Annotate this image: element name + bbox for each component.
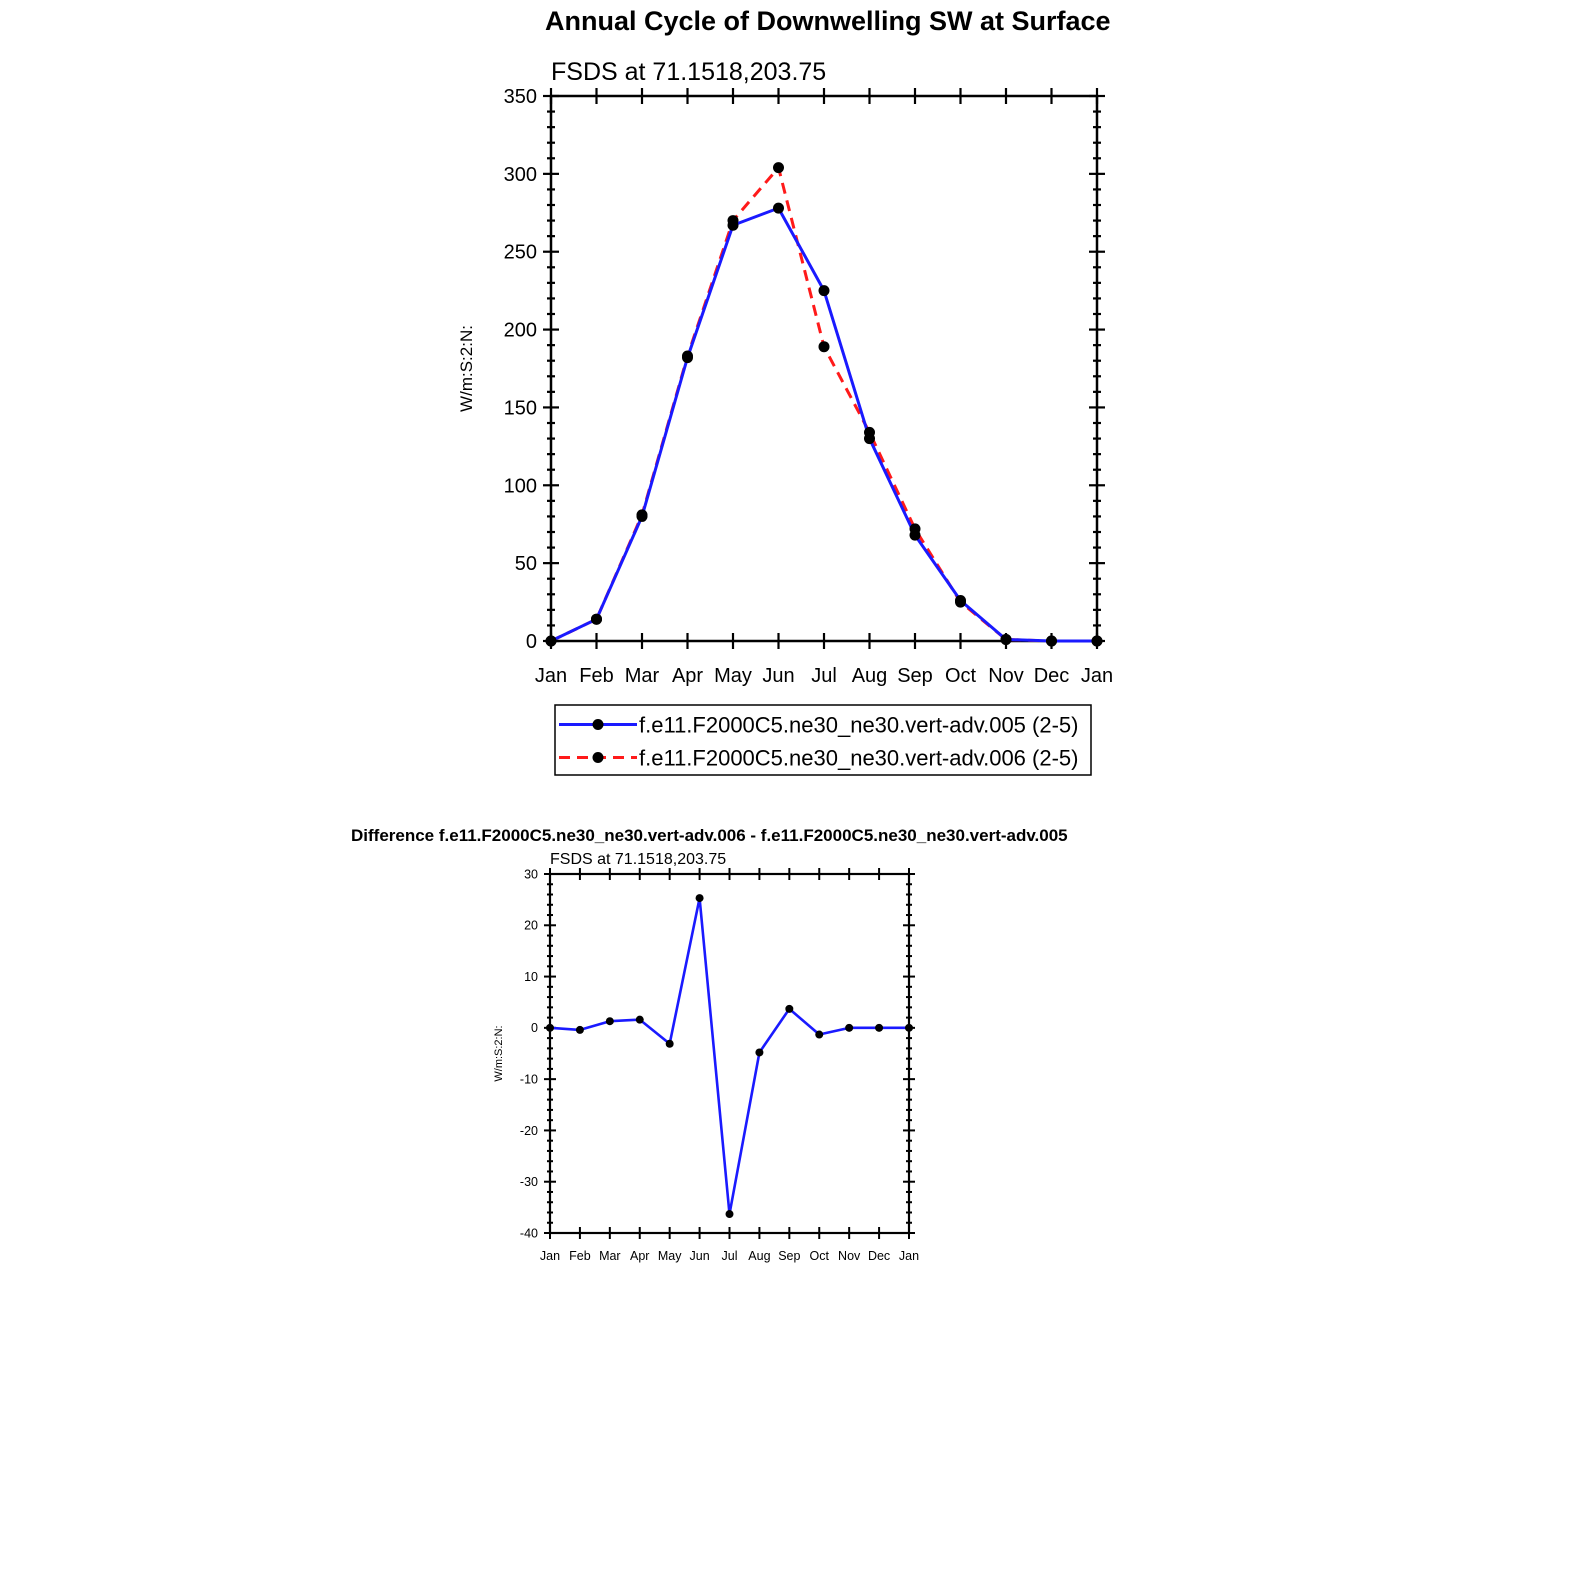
series-line-0 — [550, 898, 909, 1214]
y-tick-label: -40 — [519, 1226, 538, 1241]
legend-label-1: f.e11.F2000C5.ne30_ne30.vert-adv.006 (2-5) — [639, 745, 1079, 771]
x-tick-label: May — [657, 1249, 682, 1263]
y-tick-label: -30 — [519, 1175, 538, 1190]
data-point-s1-9 — [955, 597, 966, 608]
data-point-s0-2 — [606, 1017, 614, 1025]
y-tick-label: 50 — [514, 553, 537, 576]
y-tick-label: 0 — [525, 631, 537, 653]
y-tick-label: 250 — [503, 241, 537, 264]
y-tick-label: 200 — [503, 319, 537, 342]
x-tick-label: Aug — [748, 1249, 771, 1263]
x-tick-label: Aug — [851, 665, 888, 687]
data-point-s0-0 — [546, 1024, 554, 1032]
data-point-s1-3 — [682, 351, 693, 362]
x-tick-label: May — [714, 665, 752, 687]
x-tick-label: Nov — [838, 1249, 861, 1263]
plot-frame — [551, 96, 1097, 641]
series-line-0 — [551, 208, 1097, 641]
y-tick-label: 100 — [503, 475, 537, 498]
y-tick-label: -10 — [519, 1072, 538, 1087]
x-tick-label: Oct — [944, 665, 977, 687]
x-tick-label: Jan — [539, 1249, 561, 1263]
x-tick-label: Jun — [762, 665, 795, 687]
data-point-s1-2 — [637, 509, 648, 520]
plot-frame — [550, 874, 909, 1233]
data-point-s0-4 — [666, 1040, 674, 1048]
legend-marker-1 — [593, 752, 604, 763]
x-tick-label: Jan — [898, 1249, 920, 1263]
x-tick-label: Apr — [630, 1249, 650, 1263]
x-tick-label: Dec — [867, 1249, 891, 1263]
x-tick-label: Jun — [689, 1249, 710, 1263]
data-point-s1-1 — [591, 614, 602, 625]
data-point-s0-1 — [576, 1026, 584, 1034]
x-tick-label: Sep — [897, 665, 933, 687]
data-point-s1-6 — [819, 341, 830, 352]
data-point-s0-6 — [726, 1210, 734, 1218]
data-point-s1-0 — [546, 636, 557, 647]
x-tick-label: Jul — [721, 1249, 738, 1263]
y-tick-label: 0 — [531, 1021, 538, 1036]
legend-marker-0 — [593, 719, 604, 730]
x-tick-label: Jan — [534, 665, 568, 687]
y-tick-label: 150 — [503, 397, 537, 420]
data-point-s0-8 — [785, 1005, 793, 1013]
y-axis-label: W/m:S:2:N: — [457, 325, 476, 412]
chart-subtitle: FSDS at 71.1518,203.75 — [551, 58, 827, 86]
data-point-s0-5 — [773, 203, 784, 214]
series-line-1 — [551, 168, 1097, 641]
data-point-s0-11 — [875, 1024, 883, 1032]
data-point-s0-9 — [815, 1031, 823, 1039]
data-point-s0-7 — [755, 1048, 763, 1056]
x-tick-label: Jul — [811, 665, 837, 687]
data-point-s0-3 — [636, 1016, 644, 1024]
y-tick-label: 350 — [503, 86, 537, 108]
data-point-s0-10 — [845, 1024, 853, 1032]
y-axis-label: W/m:S:2:N: — [493, 1025, 505, 1082]
difference-title: Difference f.e11.F2000C5.ne30_ne30.vert-adv.006 - f.e11.F2000C5.ne30_ne30.vert-adv.005 — [351, 826, 1068, 845]
x-tick-label: Feb — [579, 665, 614, 687]
x-tick-label: Apr — [671, 665, 704, 687]
y-tick-label: -20 — [519, 1123, 538, 1138]
chart-panel-0 — [457, 58, 1113, 775]
x-tick-label: Nov — [988, 665, 1024, 687]
y-tick-label: 30 — [524, 867, 538, 882]
x-tick-label: Oct — [809, 1249, 829, 1263]
y-tick-label: 20 — [524, 918, 538, 933]
x-tick-label: Mar — [599, 1249, 621, 1263]
data-point-s0-6 — [819, 285, 830, 296]
data-point-s1-8 — [910, 523, 921, 534]
x-tick-label: Sep — [778, 1249, 801, 1263]
data-point-s1-12 — [1092, 636, 1103, 647]
main-title: Annual Cycle of Downwelling SW at Surface — [545, 6, 1111, 36]
y-tick-label: 300 — [503, 163, 537, 186]
data-point-s1-10 — [1001, 634, 1012, 645]
x-tick-label: Feb — [569, 1249, 591, 1263]
data-point-s0-12 — [905, 1024, 913, 1032]
legend-label-0: f.e11.F2000C5.ne30_ne30.vert-adv.005 (2-5) — [639, 712, 1079, 738]
x-tick-label: Dec — [1033, 665, 1070, 687]
data-point-s1-5 — [773, 162, 784, 173]
data-point-s0-5 — [696, 894, 704, 902]
data-point-s1-7 — [864, 427, 875, 438]
data-point-s1-4 — [728, 215, 739, 226]
x-tick-label: Jan — [1080, 665, 1114, 687]
x-tick-label: Mar — [624, 665, 660, 687]
y-tick-label: 10 — [524, 969, 538, 984]
chart-subtitle: FSDS at 71.1518,203.75 — [550, 851, 727, 868]
chart-panel-1 — [493, 851, 919, 1263]
data-point-s1-11 — [1046, 636, 1057, 647]
